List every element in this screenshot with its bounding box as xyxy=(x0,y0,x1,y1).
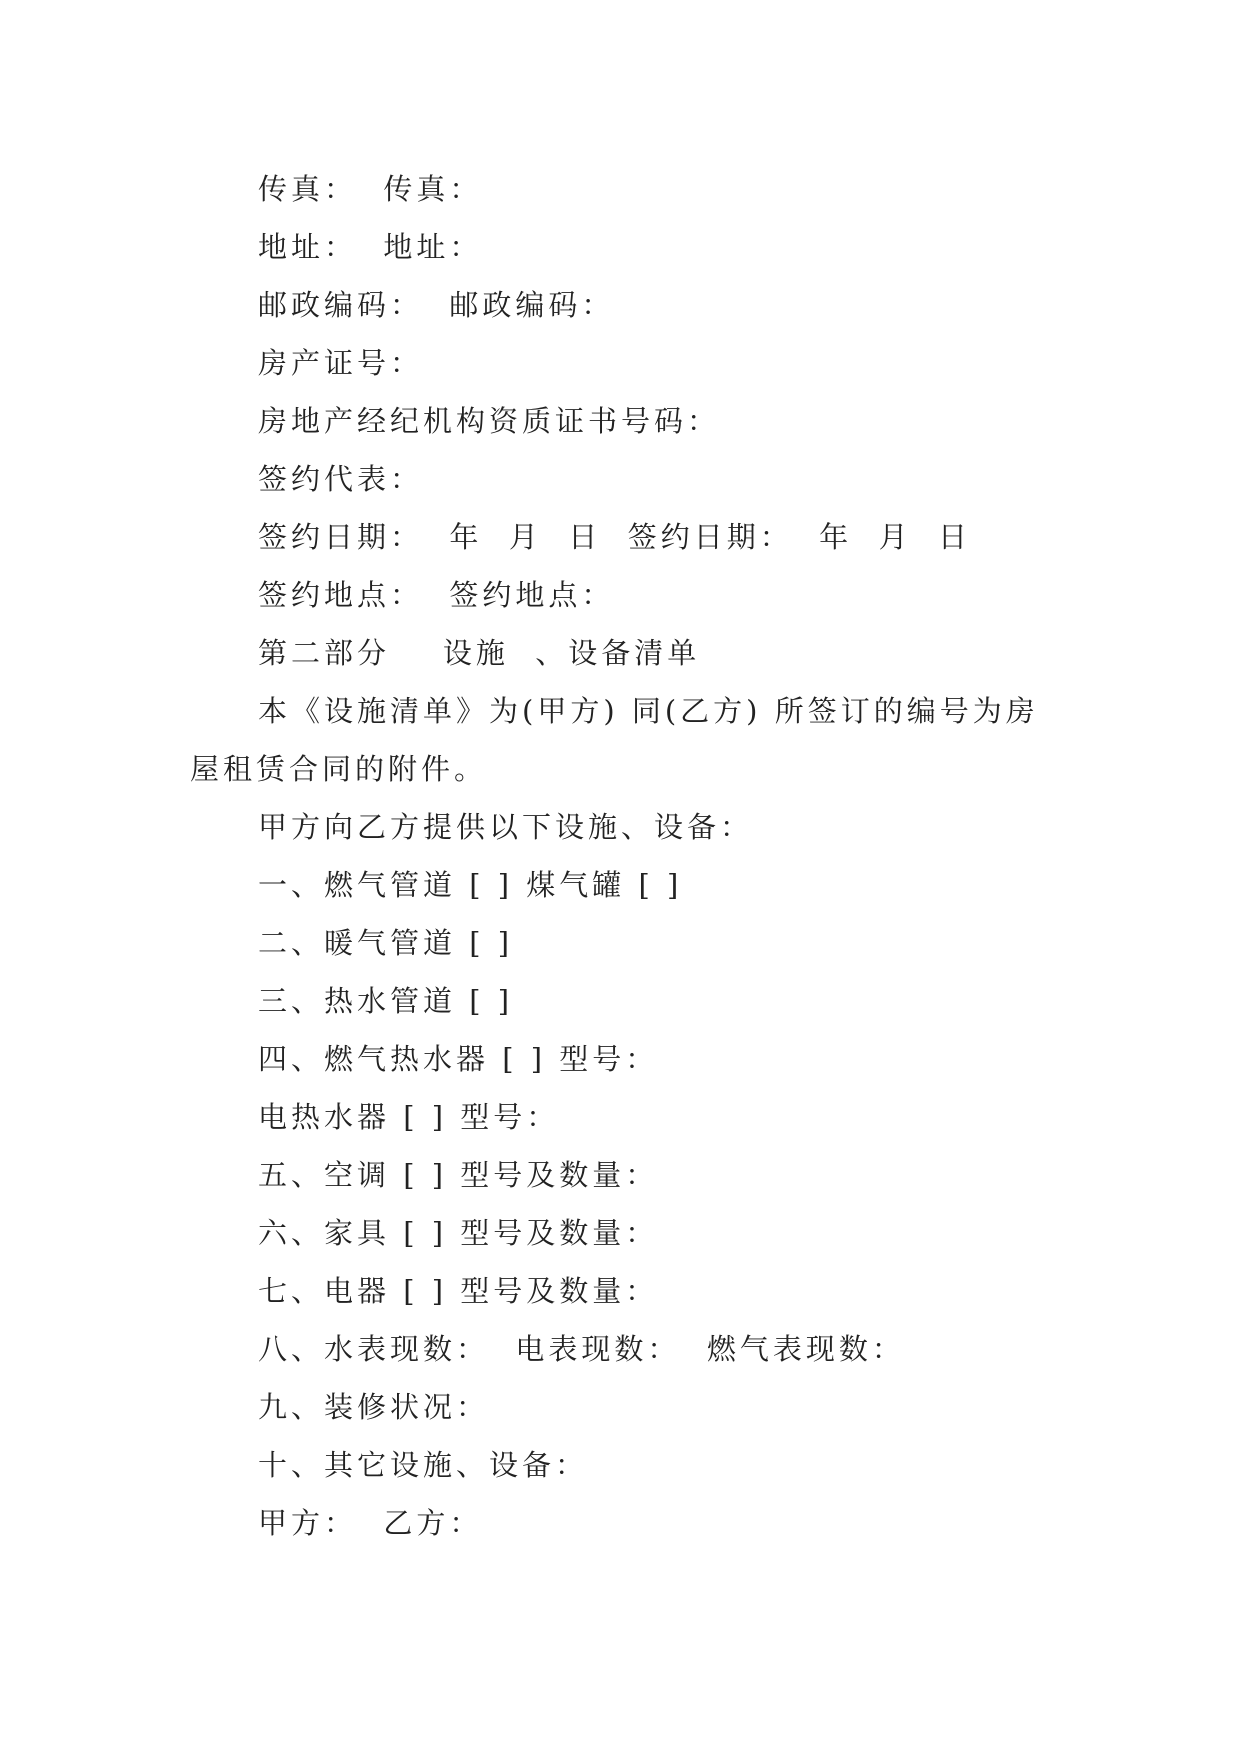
item-electric-heater: 电热水器 [ ] 型号： xyxy=(258,1100,560,1134)
document-body xyxy=(0,160,1241,1552)
item-hot-water: 三、热水管道 [ ] xyxy=(258,984,514,1018)
signing-date-line: 签约日期： 年 月 日 签约日期： 年 月 日 xyxy=(258,520,972,554)
property-cert-line: 房产证号： xyxy=(258,346,424,380)
paragraph-line-cont: 屋租赁合同的附件。 xyxy=(190,752,488,786)
postal-code-line: 邮政编码： 邮政编码： xyxy=(258,288,615,322)
item-furniture: 六、家具 [ ] 型号及数量： xyxy=(258,1216,659,1250)
item-other: 十、其它设施、设备： xyxy=(258,1448,589,1482)
item-heating: 二、暖气管道 [ ] xyxy=(258,926,514,960)
provision-intro: 甲方向乙方提供以下设施、设备： xyxy=(258,810,754,844)
address-line: 地址： 地址： xyxy=(258,230,483,264)
section-heading: 第二部分 设施 、设备清单 xyxy=(258,636,701,670)
parties-line: 甲方： 乙方： xyxy=(258,1506,483,1540)
item-meters: 八、水表现数： 电表现数： 燃气表现数： xyxy=(258,1332,905,1366)
item-ac: 五、空调 [ ] 型号及数量： xyxy=(258,1158,659,1192)
fax-line: 传真： 传真： xyxy=(258,172,483,206)
signing-place-line: 签约地点： 签约地点： xyxy=(258,578,615,612)
paragraph-line: 本《设施清单》为(甲方) 同(乙方) 所签订的编号为房 xyxy=(258,694,1039,728)
item-appliances: 七、电器 [ ] 型号及数量： xyxy=(258,1274,659,1308)
signing-rep-line: 签约代表： xyxy=(258,462,424,496)
item-gas-heater: 四、燃气热水器 [ ] 型号： xyxy=(258,1042,659,1076)
item-decoration: 九、装修状况： xyxy=(258,1390,490,1424)
item-gas: 一、燃气管道 [ ] 煤气罐 [ ] xyxy=(258,868,683,902)
agency-cert-line: 房地产经纪机构资质证书号码： xyxy=(258,404,721,438)
